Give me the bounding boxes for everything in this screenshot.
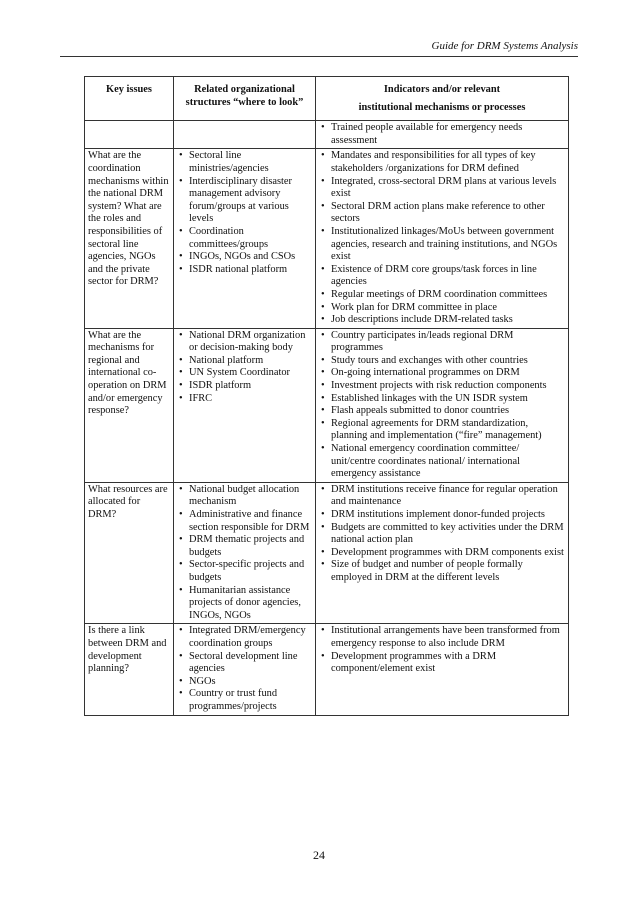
structure-item: • Sector-specific projects and budgets [177,559,312,584]
header-structures [174,77,316,121]
indicator-item: • DRM institutions implement donor-funded projects [319,509,565,522]
structure-item: • ISDR national platform [177,264,312,277]
cell-indicators [316,482,569,624]
structure-item: • National DRM organization or decision-making body [177,330,312,355]
table-row [85,624,569,715]
header-key-issues-label: Key issues [106,84,152,95]
indicator-item: • Existence of DRM core groups/task forces in line agencies [319,264,565,289]
header-indicators-line2: institutional mechanisms or processes [358,101,526,113]
header-indicators-line1: Indicators and/or relevant [383,84,501,95]
indicator-item: • Budgets are committed to key activities under the DRM national action plan [319,522,565,547]
indicator-list [319,484,565,585]
cell-structures-empty [174,121,316,149]
indicator-item: • Country participates in/leads regional DRM programmes [319,330,565,355]
indicator-item: • DRM institutions receive finance for regular operation and maintenance [319,484,565,509]
indicator-item: • Development programmes with DRM components exist [319,547,565,560]
header-key-issues [85,77,174,121]
cell-indicators [316,328,569,482]
indicator-item: • Institutional arrangements have been transformed from emergency response to also include DRM [319,625,565,650]
cell-issue: Is there a link between DRM and development planning? [85,624,174,715]
running-head: Guide for DRM Systems Analysis [431,40,578,52]
cell-structures [174,624,316,715]
indicator-item: • Regular meetings of DRM coordination committees [319,289,565,302]
header-rule [60,56,578,57]
table-body [85,121,569,715]
header-structures-line2: structures “where to look” [185,96,304,108]
table-row [85,149,569,328]
cell-issue-empty [85,121,174,149]
table-row [85,482,569,624]
structure-item: • Country or trust fund programmes/projects [177,688,312,713]
indicator-item: • Mandates and responsibilities for all types of key stakeholders /organizations for DRM defined [319,150,565,175]
structure-item: • National platform [177,355,312,368]
indicator-item: • Development programmes with a DRM component/element exist [319,651,565,676]
header-structures-line1: Related organizational [194,84,295,95]
structure-list [177,330,312,406]
drm-analysis-table [84,76,569,716]
structure-item: • INGOs, NGOs and CSOs [177,251,312,264]
indicator-item: • Sectoral DRM action plans make reference to other sectors [319,201,565,226]
structure-item: • National budget allocation mechanism [177,484,312,509]
indicator-item: • Flash appeals submitted to donor countries [319,405,565,418]
structure-item: • Sectoral line ministries/agencies [177,150,312,175]
structure-item: • NGOs [177,676,312,689]
indicator-item: • National emergency coordination committee/ unit/centre coordinates national/ international emergency assistance [319,443,565,481]
cell-structures [174,482,316,624]
indicator-item: • On-going international programmes on DRM [319,367,565,380]
indicator-item: • Investment projects with risk reduction components [319,380,565,393]
indicator-item: • Size of budget and number of people formally employed in DRM at the different levels [319,559,565,584]
cell-issue: What are the coordination mechanisms within the national DRM system? What are the roles and responsibilities of sectoral line agencies, NGOs and the private sector for DRM? [85,149,174,328]
indicator-list [319,330,565,481]
indicator-item: • Integrated, cross-sectoral DRM plans at various levels exist [319,176,565,201]
structure-item: • Coordination committees/groups [177,226,312,251]
structure-item: • UN System Coordinator [177,367,312,380]
structure-item: • DRM thematic projects and budgets [177,534,312,559]
indicator-item: • Established linkages with the UN ISDR system [319,393,565,406]
indicator-item: • Job descriptions include DRM-related tasks [319,314,565,327]
structure-item: • Administrative and finance section responsible for DRM [177,509,312,534]
indicator-item: • Trained people available for emergency needs assessment [319,122,565,147]
indicator-item: • Institutionalized linkages/MoUs between government agencies, research and training institutions, and NGOs exist [319,226,565,264]
structure-list [177,484,312,623]
cell-structures [174,328,316,482]
cell-issue: What are the mechanisms for regional and international co-operation on DRM and/or emergency response? [85,328,174,482]
structure-item: • IFRC [177,393,312,406]
indicator-list [319,625,565,675]
structure-list [177,625,312,713]
table-row [85,328,569,482]
cell-indicators [316,624,569,715]
structure-item: • ISDR platform [177,380,312,393]
indicator-item: • Study tours and exchanges with other countries [319,355,565,368]
table-row-continuation [85,121,569,149]
page-number: 24 [313,848,325,862]
indicator-item: • Regional agreements for DRM standardization, planning and implementation (“fire” management) [319,418,565,443]
cell-issue: What resources are allocated for DRM? [85,482,174,624]
table-header-row [85,77,569,121]
structure-item: • Interdisciplinary disaster management advisory forum/groups at various levels [177,176,312,226]
structure-list [177,150,312,276]
header-indicators [316,77,569,121]
indicator-item: • Work plan for DRM committee in place [319,302,565,315]
indicator-list [319,150,565,326]
structure-item: • Integrated DRM/emergency coordination groups [177,625,312,650]
structure-item: • Sectoral development line agencies [177,651,312,676]
indicator-list [319,122,565,147]
cell-structures [174,149,316,328]
cell-indicators [316,121,569,149]
structure-item: • Humanitarian assistance projects of donor agencies, INGOs, NGOs [177,585,312,623]
cell-indicators [316,149,569,328]
